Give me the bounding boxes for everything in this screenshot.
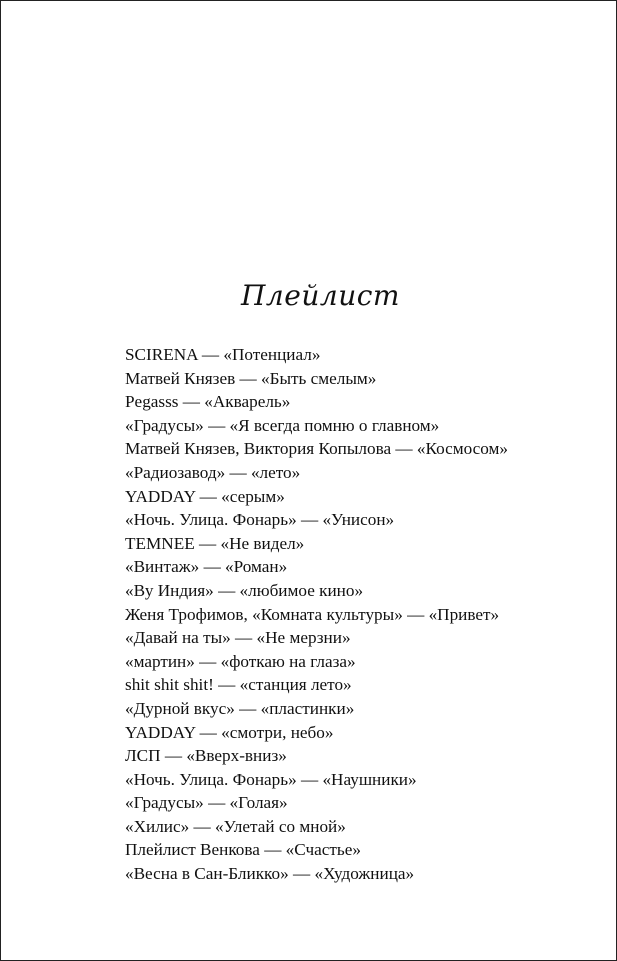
playlist-item: «мартин» — «фоткаю на глаза» — [125, 651, 356, 671]
playlist-item: «Градусы» — «Голая» — [125, 793, 288, 813]
playlist-item: ЛСП — «Вверх-вниз» — [125, 746, 287, 766]
playlist-item: «Хилис» — «Улетай со мной» — [125, 816, 346, 836]
playlist-item: «Ночь. Улица. Фонарь» — «Унисон» — [125, 510, 395, 530]
page-title: Плейлист — [241, 279, 400, 312]
playlist-item: «Ночь. Улица. Фонарь» — «Наушники» — [125, 769, 417, 789]
playlist-item: YADDAY — «серым» — [125, 486, 285, 506]
playlist-item: shit shit shit! — «станция лето» — [125, 675, 352, 695]
playlist-item: «Градусы» — «Я всегда помню о главном» — [125, 415, 440, 435]
playlist-item: «Дурной вкус» — «пластинки» — [125, 698, 355, 718]
playlist-item: «Давай на ты» — «Не мерзни» — [125, 628, 351, 648]
playlist-item: SCIRENA — «Потенциал» — [125, 345, 321, 364]
playlist-item: «Винтаж» — «Роман» — [125, 557, 288, 577]
playlist-item: Матвей Князев, Виктория Копылова — «Космосом» — [125, 439, 508, 459]
playlist-item: Pegasss — «Акварель» — [125, 392, 291, 412]
playlist-item: Матвей Князев — «Быть смелым» — [125, 368, 377, 388]
playlist-item: YADDAY — «смотри, небо» — [125, 722, 334, 742]
playlist-item: «Весна в Сан-Бликко» — «Художница» — [125, 864, 415, 884]
playlist-item: «Радиозавод» — «лето» — [125, 462, 301, 482]
playlist-item: Плейлист Венкова — «Счастье» — [125, 840, 361, 860]
playlist-item: Женя Трофимов, «Комната культуры» — «Привет» — [125, 604, 500, 624]
playlist — [125, 343, 508, 886]
playlist-item: TEMNEE — «Не видел» — [125, 533, 305, 553]
playlist-item: «Ву Индия» — «любимое кино» — [125, 580, 364, 600]
